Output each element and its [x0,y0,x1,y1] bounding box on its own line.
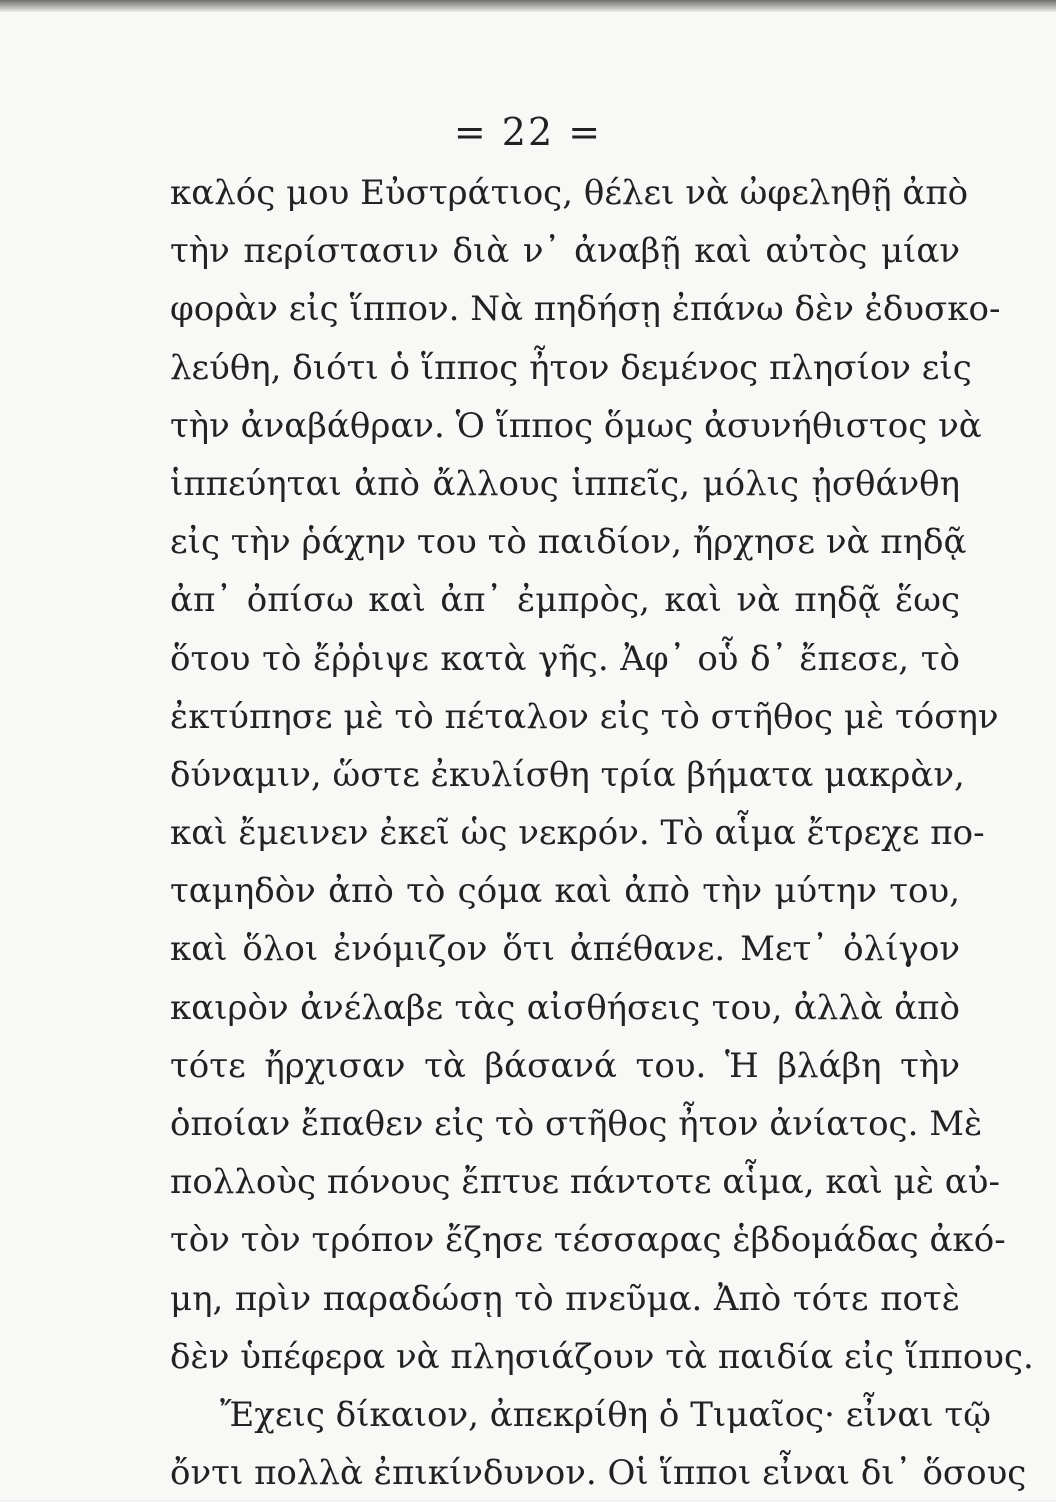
text-line: ὄντι πολλὰ ἐπικίνδυνον. Οἱ ἵπποι εἶναι δι᾽ ὅσους [170,1453,1027,1494]
text-line: καλός μου Εὐστράτιος, θέλει νὰ ὠφεληθῇ ἀπὸ [170,173,969,213]
text-line: καὶ ἔμεινεν ἐκεῖ ὡς νεκρόν. Τὸ αἷμα ἔτρεχε πο- [170,813,985,854]
text-line: ἱππεύηται ἀπὸ ἄλλους ἱππεῖς, μόλις ᾐσθάνθη [170,463,960,504]
text-line: καιρὸν ἀνέλαβε τὰς αἰσθήσεις του, ἀλλὰ ἀπὸ [170,987,960,1028]
scan-top-edge [0,0,1056,12]
book-page [0,12,1056,1500]
text-line: τότε ἤρχισαν τὰ βάσανά του. Ἡ βλάβη τὴν [170,1045,960,1086]
body-text [170,164,1034,1502]
text-line: ἀπ᾽ ὀπίσω καὶ ἀπ᾽ ἐμπρὸς, καὶ νὰ πηδᾷ ἕως [170,580,960,621]
text-line: ὅτου τὸ ἔῤῥιψε κατὰ γῆς. Ἀφ᾽ οὗ δ᾽ ἔπεσε, τὸ [170,638,960,679]
text-line: μη, πρὶν παραδώσῃ τὸ πνεῦμα. Ἀπὸ τότε ποτὲ [170,1278,960,1319]
text-line: πολλοὺς πόνους ἔπτυε πάντοτε αἷμα, καὶ μὲ αὐ- [170,1162,1000,1203]
text-line: εἰς τὴν ῥάχην του τὸ παιδίον, ἤρχησε νὰ πηδᾷ [170,522,967,563]
paragraph-start-line: Ἔχεις δίκαιον, ἀπεκρίθη ὁ Τιμαῖος· εἶναι τῷ [220,1394,991,1435]
text-line: καὶ ὅλοι ἐνόμιζον ὅτι ἀπέθανε. Μετ᾽ ὀλίγον [170,929,960,970]
text-line: ταμηδὸν ἀπὸ τὸ ςόμα καὶ ἀπὸ τὴν μύτην του, [170,871,960,912]
page-number: = 22 = [453,110,603,154]
text-line: ἐκτύπησε μὲ τὸ πέταλον εἰς τὸ στῆθος μὲ τόσην [170,696,999,737]
paragraph-end-line: δὲν ὑπέφερα νὰ πλησιάζουν τὰ παιδία εἰς ἵππους. [170,1336,1034,1377]
text-line: τὴν περίστασιν διὰ ν᾽ ἀναβῇ καὶ αὐτὸς μίαν [170,231,960,272]
text-line: τὴν ἀναβάθραν. Ὁ ἵππος ὅμως ἀσυνήθιστος νὰ [170,405,982,446]
text-line: φορὰν εἰς ἵππον. Νὰ πηδήσῃ ἐπάνω δὲν ἐδυσκο- [170,289,1001,330]
text-line: λεύθη, διότι ὁ ἵππος ἦτον δεμένος πλησίον εἰς [170,347,972,388]
text-line: ὁποίαν ἔπαθεν εἰς τὸ στῆθος ἦτον ἀνίατος. Μὲ [170,1104,983,1144]
text-line: τὸν τὸν τρόπον ἔζησε τέσσαρας ἑβδομάδας ἀκό- [170,1220,1006,1261]
text-line: δύναμιν, ὥστε ἐκυλίσθη τρία βήματα μακρὰν, [170,754,965,795]
